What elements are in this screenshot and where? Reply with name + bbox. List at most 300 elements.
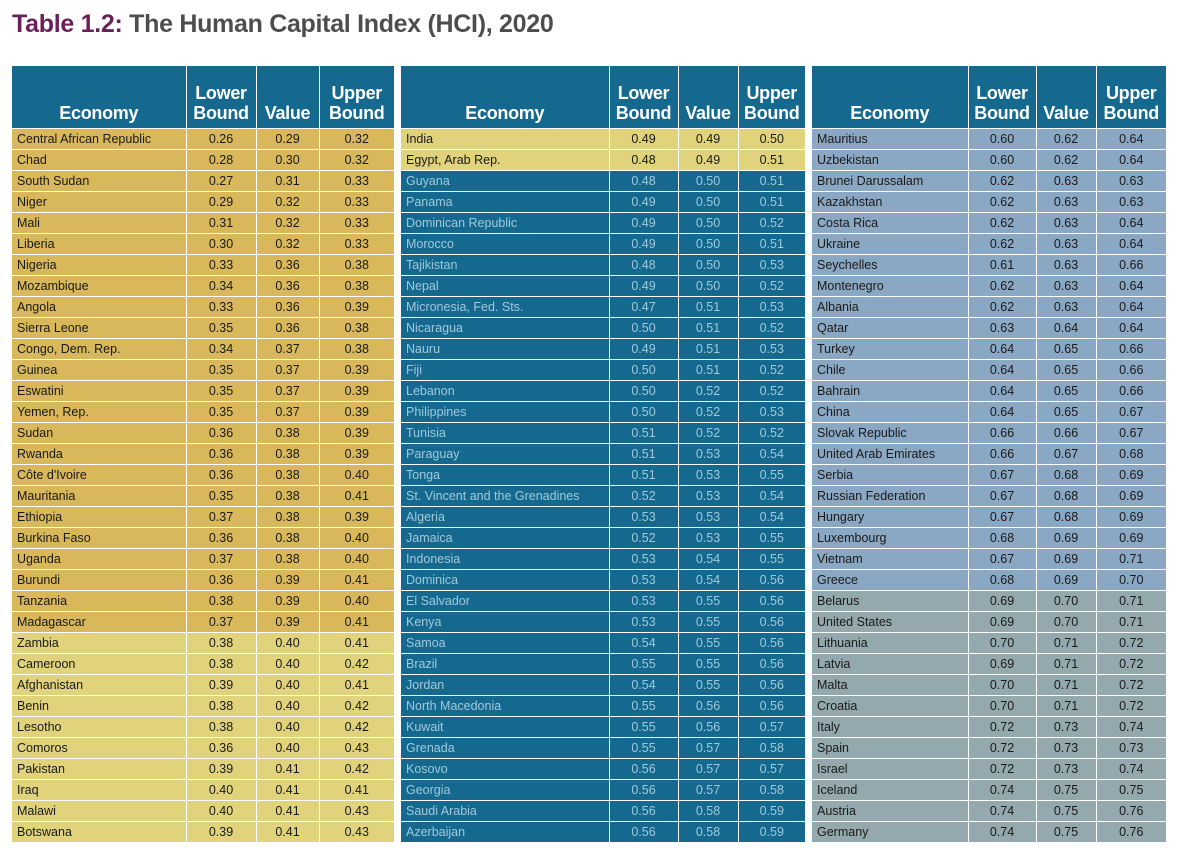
value-cell: 0.40 (256, 654, 319, 675)
table-row (12, 150, 394, 171)
upper-bound-cell: 0.72 (1096, 696, 1166, 717)
value-cell: 0.56 (678, 717, 738, 738)
table-row (812, 444, 1166, 465)
economy-cell: Lebanon (401, 381, 609, 402)
value-cell: 0.36 (256, 255, 319, 276)
upper-bound-cell: 0.52 (738, 360, 805, 381)
table-row (401, 465, 805, 486)
lower-bound-cell: 0.51 (609, 465, 678, 486)
value-cell: 0.71 (1036, 654, 1096, 675)
table-row (12, 129, 394, 150)
lower-bound-cell: 0.35 (186, 360, 256, 381)
economy-cell: Serbia (812, 465, 968, 486)
lower-bound-cell: 0.38 (186, 717, 256, 738)
table-row (12, 654, 394, 675)
table-row (812, 801, 1166, 822)
lower-bound-cell: 0.30 (186, 234, 256, 255)
table-row (12, 738, 394, 759)
value-cell: 0.51 (678, 339, 738, 360)
table-row (12, 318, 394, 339)
table-row (812, 318, 1166, 339)
value-cell: 0.53 (678, 465, 738, 486)
upper-bound-cell: 0.41 (319, 633, 394, 654)
value-cell: 0.69 (1036, 570, 1096, 591)
table-row (12, 633, 394, 654)
lower-bound-cell: 0.68 (968, 528, 1036, 549)
lower-bound-cell: 0.56 (609, 780, 678, 801)
lower-bound-cell: 0.69 (968, 612, 1036, 633)
upper-bound-cell: 0.73 (1096, 738, 1166, 759)
upper-bound-cell: 0.38 (319, 339, 394, 360)
economy-cell: Costa Rica (812, 213, 968, 234)
lower-bound-cell: 0.38 (186, 654, 256, 675)
value-cell: 0.30 (256, 150, 319, 171)
upper-bound-cell: 0.74 (1096, 717, 1166, 738)
lower-bound-cell: 0.60 (968, 150, 1036, 171)
lower-bound-cell: 0.62 (968, 276, 1036, 297)
value-cell: 0.52 (678, 423, 738, 444)
value-cell: 0.62 (1036, 129, 1096, 150)
lower-bound-cell: 0.48 (609, 150, 678, 171)
value-cell: 0.65 (1036, 402, 1096, 423)
economy-cell: Liberia (12, 234, 186, 255)
economy-cell: Azerbaijan (401, 822, 609, 843)
table-row (12, 276, 394, 297)
lower-bound-cell: 0.74 (968, 780, 1036, 801)
lower-bound-cell: 0.49 (609, 192, 678, 213)
table-row (12, 549, 394, 570)
upper-bound-cell: 0.41 (319, 486, 394, 507)
lower-bound-cell: 0.36 (186, 570, 256, 591)
upper-bound-cell: 0.56 (738, 654, 805, 675)
upper-bound-cell: 0.39 (319, 444, 394, 465)
upper-bound-cell: 0.40 (319, 528, 394, 549)
economy-cell: Benin (12, 696, 186, 717)
upper-bound-cell: 0.38 (319, 318, 394, 339)
upper-bound-cell: 0.63 (1096, 171, 1166, 192)
lower-bound-cell: 0.35 (186, 318, 256, 339)
table-row (812, 423, 1166, 444)
lower-bound-cell: 0.66 (968, 444, 1036, 465)
economy-cell: Sierra Leone (12, 318, 186, 339)
table-row (812, 381, 1166, 402)
table-row (401, 171, 805, 192)
economy-cell: Ethiopia (12, 507, 186, 528)
value-cell: 0.38 (256, 486, 319, 507)
lower-bound-cell: 0.48 (609, 255, 678, 276)
table-row (401, 612, 805, 633)
upper-bound-cell: 0.69 (1096, 507, 1166, 528)
upper-bound-cell: 0.52 (738, 423, 805, 444)
value-cell: 0.69 (1036, 549, 1096, 570)
lower-bound-cell: 0.67 (968, 465, 1036, 486)
lower-bound-cell: 0.49 (609, 129, 678, 150)
value-cell: 0.49 (678, 129, 738, 150)
lower-bound-cell: 0.27 (186, 171, 256, 192)
value-cell: 0.40 (256, 738, 319, 759)
upper-bound-cell: 0.58 (738, 738, 805, 759)
economy-cell: Lithuania (812, 633, 968, 654)
upper-bound-cell: 0.40 (319, 465, 394, 486)
lower-bound-cell: 0.39 (186, 759, 256, 780)
table-row (401, 129, 805, 150)
upper-bound-cell: 0.56 (738, 633, 805, 654)
lower-bound-cell: 0.53 (609, 549, 678, 570)
value-cell: 0.68 (1036, 507, 1096, 528)
economy-cell: Hungary (812, 507, 968, 528)
lower-bound-cell: 0.62 (968, 213, 1036, 234)
upper-bound-cell: 0.51 (738, 150, 805, 171)
upper-bound-cell: 0.57 (738, 759, 805, 780)
lower-bound-cell: 0.51 (609, 423, 678, 444)
economy-cell: Slovak Republic (812, 423, 968, 444)
lower-bound-cell: 0.62 (968, 192, 1036, 213)
table-row (401, 402, 805, 423)
economy-cell: United Arab Emirates (812, 444, 968, 465)
table-row (812, 675, 1166, 696)
value-cell: 0.70 (1036, 591, 1096, 612)
lower-bound-cell: 0.40 (186, 780, 256, 801)
economy-cell: Malawi (12, 801, 186, 822)
lower-bound-cell: 0.52 (609, 528, 678, 549)
lower-bound-cell: 0.64 (968, 360, 1036, 381)
economy-cell: Mauritania (12, 486, 186, 507)
economy-cell: Côte d'Ivoire (12, 465, 186, 486)
lower-bound-cell: 0.49 (609, 234, 678, 255)
upper-bound-cell: 0.74 (1096, 759, 1166, 780)
table-row (12, 465, 394, 486)
lower-bound-cell: 0.56 (609, 759, 678, 780)
table-row (812, 276, 1166, 297)
value-cell: 0.37 (256, 381, 319, 402)
col-header-upper-bound: Upper Bound (319, 66, 394, 129)
economy-cell: Brazil (401, 654, 609, 675)
table-row (12, 192, 394, 213)
upper-bound-cell: 0.68 (1096, 444, 1166, 465)
table-row (401, 150, 805, 171)
economy-cell: Eswatini (12, 381, 186, 402)
economy-cell: Russian Federation (812, 486, 968, 507)
table-row (12, 612, 394, 633)
value-cell: 0.64 (1036, 318, 1096, 339)
lower-bound-cell: 0.55 (609, 717, 678, 738)
upper-bound-cell: 0.51 (738, 171, 805, 192)
lower-bound-cell: 0.53 (609, 591, 678, 612)
lower-bound-cell: 0.55 (609, 654, 678, 675)
value-cell: 0.63 (1036, 255, 1096, 276)
upper-bound-cell: 0.50 (738, 129, 805, 150)
lower-bound-cell: 0.70 (968, 696, 1036, 717)
table-row (812, 654, 1166, 675)
upper-bound-cell: 0.38 (319, 255, 394, 276)
economy-cell: Cameroon (12, 654, 186, 675)
value-cell: 0.65 (1036, 360, 1096, 381)
value-cell: 0.57 (678, 738, 738, 759)
value-cell: 0.41 (256, 822, 319, 843)
economy-cell: Jamaica (401, 528, 609, 549)
lower-bound-cell: 0.64 (968, 402, 1036, 423)
value-cell: 0.73 (1036, 717, 1096, 738)
economy-cell: Afghanistan (12, 675, 186, 696)
hci-table-1 (12, 66, 394, 842)
upper-bound-cell: 0.53 (738, 297, 805, 318)
value-cell: 0.54 (678, 549, 738, 570)
upper-bound-cell: 0.76 (1096, 822, 1166, 843)
col-header-upper-bound: Upper Bound (738, 66, 805, 129)
economy-cell: Nauru (401, 339, 609, 360)
economy-cell: Belarus (812, 591, 968, 612)
upper-bound-cell: 0.72 (1096, 654, 1166, 675)
lower-bound-cell: 0.70 (968, 675, 1036, 696)
economy-cell: Seychelles (812, 255, 968, 276)
lower-bound-cell: 0.74 (968, 822, 1036, 843)
table-row (401, 486, 805, 507)
economy-cell: China (812, 402, 968, 423)
upper-bound-cell: 0.39 (319, 423, 394, 444)
table-row (812, 234, 1166, 255)
economy-cell: Mali (12, 213, 186, 234)
economy-cell: Jordan (401, 675, 609, 696)
value-cell: 0.67 (1036, 444, 1096, 465)
value-cell: 0.63 (1036, 213, 1096, 234)
economy-cell: Central African Republic (12, 129, 186, 150)
economy-cell: Kenya (401, 612, 609, 633)
lower-bound-cell: 0.53 (609, 612, 678, 633)
value-cell: 0.53 (678, 507, 738, 528)
col-header-economy: Economy (401, 66, 609, 129)
upper-bound-cell: 0.55 (738, 528, 805, 549)
table-row (12, 381, 394, 402)
upper-bound-cell: 0.56 (738, 675, 805, 696)
economy-cell: Tanzania (12, 591, 186, 612)
upper-bound-cell: 0.39 (319, 360, 394, 381)
economy-cell: Angola (12, 297, 186, 318)
economy-cell: South Sudan (12, 171, 186, 192)
value-cell: 0.52 (678, 402, 738, 423)
economy-cell: Malta (812, 675, 968, 696)
value-cell: 0.38 (256, 444, 319, 465)
value-cell: 0.39 (256, 612, 319, 633)
value-cell: 0.53 (678, 444, 738, 465)
lower-bound-cell: 0.67 (968, 549, 1036, 570)
table-row (812, 717, 1166, 738)
value-cell: 0.39 (256, 591, 319, 612)
lower-bound-cell: 0.47 (609, 297, 678, 318)
economy-cell: Uzbekistan (812, 150, 968, 171)
value-cell: 0.56 (678, 696, 738, 717)
upper-bound-cell: 0.69 (1096, 465, 1166, 486)
upper-bound-cell: 0.59 (738, 801, 805, 822)
lower-bound-cell: 0.70 (968, 633, 1036, 654)
value-cell: 0.63 (1036, 171, 1096, 192)
upper-bound-cell: 0.52 (738, 213, 805, 234)
upper-bound-cell: 0.32 (319, 150, 394, 171)
economy-cell: Niger (12, 192, 186, 213)
economy-cell: Latvia (812, 654, 968, 675)
upper-bound-cell: 0.56 (738, 696, 805, 717)
table-row (12, 360, 394, 381)
value-cell: 0.51 (678, 297, 738, 318)
value-cell: 0.37 (256, 360, 319, 381)
upper-bound-cell: 0.59 (738, 822, 805, 843)
upper-bound-cell: 0.52 (738, 276, 805, 297)
table-row (812, 486, 1166, 507)
economy-cell: Turkey (812, 339, 968, 360)
economy-cell: Kosovo (401, 759, 609, 780)
table-row (401, 444, 805, 465)
upper-bound-cell: 0.71 (1096, 591, 1166, 612)
value-cell: 0.38 (256, 465, 319, 486)
col-header-lower-bound: Lower Bound (609, 66, 678, 129)
lower-bound-cell: 0.38 (186, 591, 256, 612)
upper-bound-cell: 0.66 (1096, 255, 1166, 276)
value-cell: 0.49 (678, 150, 738, 171)
table-row (12, 423, 394, 444)
value-cell: 0.38 (256, 528, 319, 549)
economy-cell: Burundi (12, 570, 186, 591)
lower-bound-cell: 0.61 (968, 255, 1036, 276)
lower-bound-cell: 0.34 (186, 276, 256, 297)
table-row (401, 318, 805, 339)
economy-cell: Nepal (401, 276, 609, 297)
lower-bound-cell: 0.62 (968, 297, 1036, 318)
upper-bound-cell: 0.64 (1096, 276, 1166, 297)
economy-cell: India (401, 129, 609, 150)
value-cell: 0.50 (678, 276, 738, 297)
lower-bound-cell: 0.33 (186, 297, 256, 318)
value-cell: 0.58 (678, 801, 738, 822)
page-title (12, 10, 553, 39)
value-cell: 0.31 (256, 171, 319, 192)
table-row (12, 717, 394, 738)
table-row (401, 381, 805, 402)
upper-bound-cell: 0.56 (738, 591, 805, 612)
table-row (812, 192, 1166, 213)
lower-bound-cell: 0.56 (609, 801, 678, 822)
lower-bound-cell: 0.33 (186, 255, 256, 276)
table-row (401, 213, 805, 234)
economy-cell: Rwanda (12, 444, 186, 465)
table-row (401, 360, 805, 381)
lower-bound-cell: 0.35 (186, 402, 256, 423)
upper-bound-cell: 0.33 (319, 234, 394, 255)
value-cell: 0.54 (678, 570, 738, 591)
col-header-lower-bound: Lower Bound (968, 66, 1036, 129)
economy-cell: Fiji (401, 360, 609, 381)
value-cell: 0.41 (256, 759, 319, 780)
upper-bound-cell: 0.63 (1096, 192, 1166, 213)
value-cell: 0.32 (256, 192, 319, 213)
value-cell: 0.51 (678, 360, 738, 381)
table-row (812, 696, 1166, 717)
value-cell: 0.63 (1036, 297, 1096, 318)
economy-cell: Burkina Faso (12, 528, 186, 549)
lower-bound-cell: 0.40 (186, 801, 256, 822)
lower-bound-cell: 0.48 (609, 171, 678, 192)
table-label: Table 1.2: (12, 10, 123, 38)
economy-cell: Saudi Arabia (401, 801, 609, 822)
table-row (812, 612, 1166, 633)
table-row (401, 654, 805, 675)
col-header-value: Value (1036, 66, 1096, 129)
value-cell: 0.62 (1036, 150, 1096, 171)
economy-cell: Grenada (401, 738, 609, 759)
economy-cell: Indonesia (401, 549, 609, 570)
value-cell: 0.32 (256, 234, 319, 255)
table-row (12, 507, 394, 528)
upper-bound-cell: 0.32 (319, 129, 394, 150)
upper-bound-cell: 0.72 (1096, 633, 1166, 654)
value-cell: 0.52 (678, 381, 738, 402)
economy-cell: Algeria (401, 507, 609, 528)
col-header-value: Value (678, 66, 738, 129)
col-header-lower-bound: Lower Bound (186, 66, 256, 129)
lower-bound-cell: 0.36 (186, 465, 256, 486)
upper-bound-cell: 0.66 (1096, 381, 1166, 402)
table-row (12, 780, 394, 801)
economy-cell: El Salvador (401, 591, 609, 612)
economy-cell: Micronesia, Fed. Sts. (401, 297, 609, 318)
table-row (12, 234, 394, 255)
upper-bound-cell: 0.33 (319, 192, 394, 213)
lower-bound-cell: 0.50 (609, 318, 678, 339)
table-row (12, 570, 394, 591)
lower-bound-cell: 0.72 (968, 738, 1036, 759)
lower-bound-cell: 0.49 (609, 276, 678, 297)
value-cell: 0.55 (678, 675, 738, 696)
value-cell: 0.53 (678, 528, 738, 549)
lower-bound-cell: 0.50 (609, 402, 678, 423)
table-row (12, 402, 394, 423)
value-cell: 0.37 (256, 402, 319, 423)
table-row (812, 213, 1166, 234)
value-cell: 0.38 (256, 423, 319, 444)
economy-cell: Italy (812, 717, 968, 738)
value-cell: 0.63 (1036, 234, 1096, 255)
upper-bound-cell: 0.53 (738, 339, 805, 360)
economy-cell: Croatia (812, 696, 968, 717)
value-cell: 0.32 (256, 213, 319, 234)
economy-cell: Austria (812, 801, 968, 822)
table-row (401, 675, 805, 696)
lower-bound-cell: 0.64 (968, 381, 1036, 402)
value-cell: 0.63 (1036, 192, 1096, 213)
value-cell: 0.68 (1036, 486, 1096, 507)
table-row (401, 255, 805, 276)
upper-bound-cell: 0.40 (319, 549, 394, 570)
upper-bound-cell: 0.55 (738, 549, 805, 570)
value-cell: 0.75 (1036, 780, 1096, 801)
upper-bound-cell: 0.42 (319, 654, 394, 675)
value-cell: 0.70 (1036, 612, 1096, 633)
table-row (812, 570, 1166, 591)
table-row (812, 465, 1166, 486)
value-cell: 0.71 (1036, 675, 1096, 696)
value-cell: 0.55 (678, 591, 738, 612)
economy-cell: Egypt, Arab Rep. (401, 150, 609, 171)
lower-bound-cell: 0.74 (968, 801, 1036, 822)
value-cell: 0.53 (678, 486, 738, 507)
value-cell: 0.38 (256, 549, 319, 570)
lower-bound-cell: 0.54 (609, 633, 678, 654)
upper-bound-cell: 0.54 (738, 507, 805, 528)
table-row (401, 507, 805, 528)
lower-bound-cell: 0.28 (186, 150, 256, 171)
economy-cell: Kazakhstan (812, 192, 968, 213)
table-row (12, 801, 394, 822)
economy-cell: Spain (812, 738, 968, 759)
economy-cell: Tajikistan (401, 255, 609, 276)
